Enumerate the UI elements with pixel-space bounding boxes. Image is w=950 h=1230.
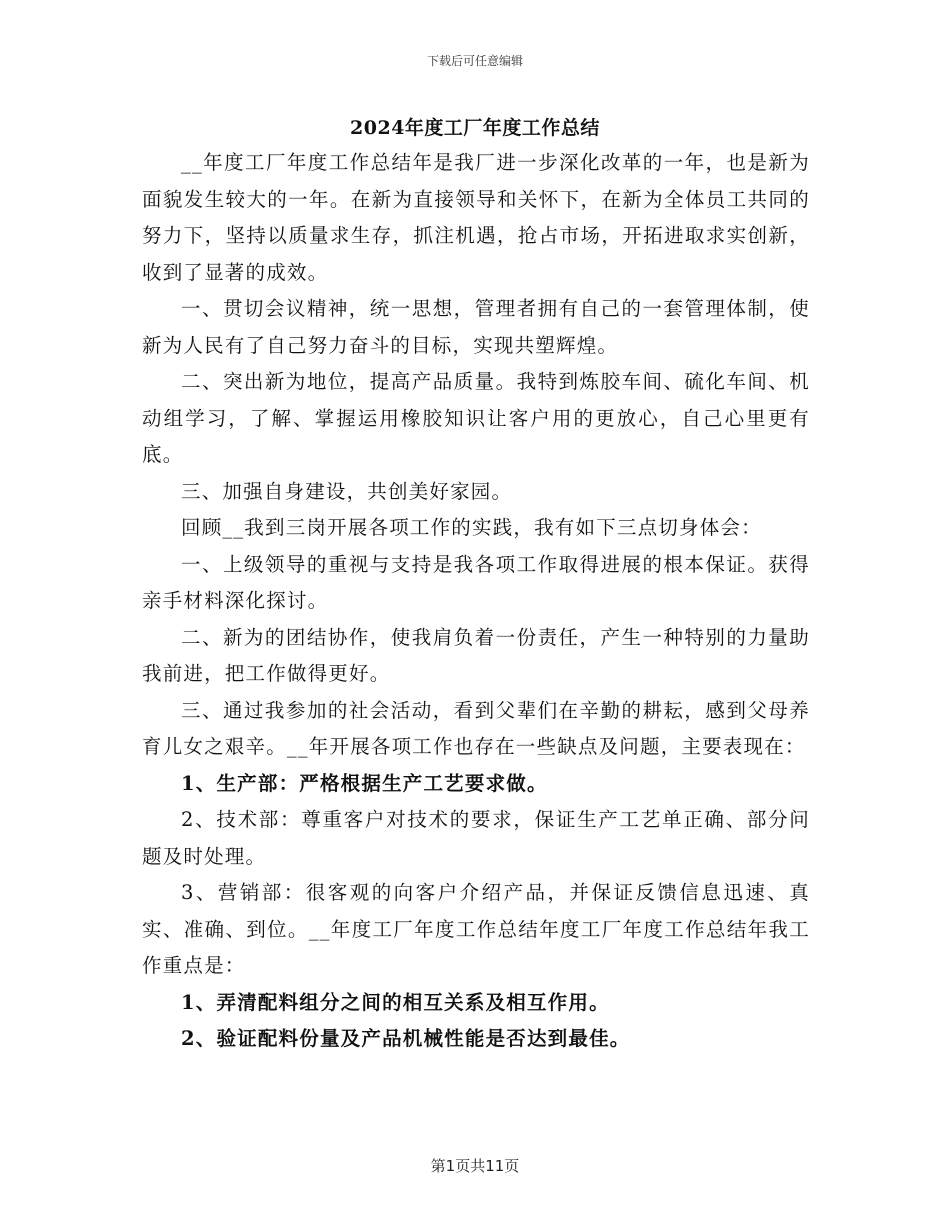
paragraph: 回顾__我到三岗开展各项工作的实践，我有如下三点切身体会： bbox=[181, 516, 762, 539]
paragraph: 一、贯切会议精神，统一思想，管理者拥有自己的一套管理体制，使新为人民有了自己努力奋斗的目标，实现共塑辉煌。 bbox=[142, 297, 810, 357]
paragraph: 三、加强自身建设，共创美好家园。 bbox=[181, 479, 513, 503]
document-body bbox=[142, 145, 810, 1058]
paragraph-bold: 1、生产部：严格根据生产工艺要求做。 bbox=[181, 771, 548, 795]
paragraph: 三、通过我参加的社会活动，看到父辈们在辛勤的耕耘，感到父母养育儿女之艰辛。__年开展各项工作也存在一些缺点及问题，主要表现在： bbox=[142, 698, 810, 758]
paragraph: 二、突出新为地位，提高产品质量。我特到炼胶车间、硫化车间、机动组学习，了解、掌握运用橡胶知识让客户用的更放心，自己心里更有底。 bbox=[142, 370, 810, 466]
paragraph: __年度工厂年度工作总结年是我厂进一步深化改革的一年，也是新为面貌发生较大的一年。在新为直接领导和关怀下，在新为全体员工共同的努力下，坚持以质量求生存，抓注机遇，抢占市场，开拓进取求实创新，收到了显著的成效。 bbox=[142, 151, 810, 284]
page-number: 第1页共11页 bbox=[430, 1157, 520, 1175]
paragraph-bold: 1、弄清配料组分之间的相互关系及相互作用。 bbox=[181, 990, 610, 1014]
document-title: 2024年度工厂年度工作总结 bbox=[350, 117, 600, 139]
paragraph-bold: 2、验证配料份量及产品机械性能是否达到最佳。 bbox=[181, 1027, 631, 1050]
paragraph: 2、技术部：尊重客户对技术的要求，保证生产工艺单正确、部分问题及时处理。 bbox=[142, 808, 810, 868]
paragraph: 一、上级领导的重视与支持是我各项工作取得进展的根本保证。获得亲手材料深化探讨。 bbox=[142, 552, 810, 612]
page-header-note: 下载后可任意编辑 bbox=[426, 54, 523, 68]
paragraph: 3、营销部：很客观的向客户介绍产品，并保证反馈信息迅速、真实、准确、到位。__年度工厂年度工作总结年度工厂年度工作总结年我工作重点是： bbox=[142, 881, 810, 977]
paragraph: 二、新为的团结协作，使我肩负着一份责任，产生一种特别的力量助我前进，把工作做得更好。 bbox=[142, 625, 810, 685]
